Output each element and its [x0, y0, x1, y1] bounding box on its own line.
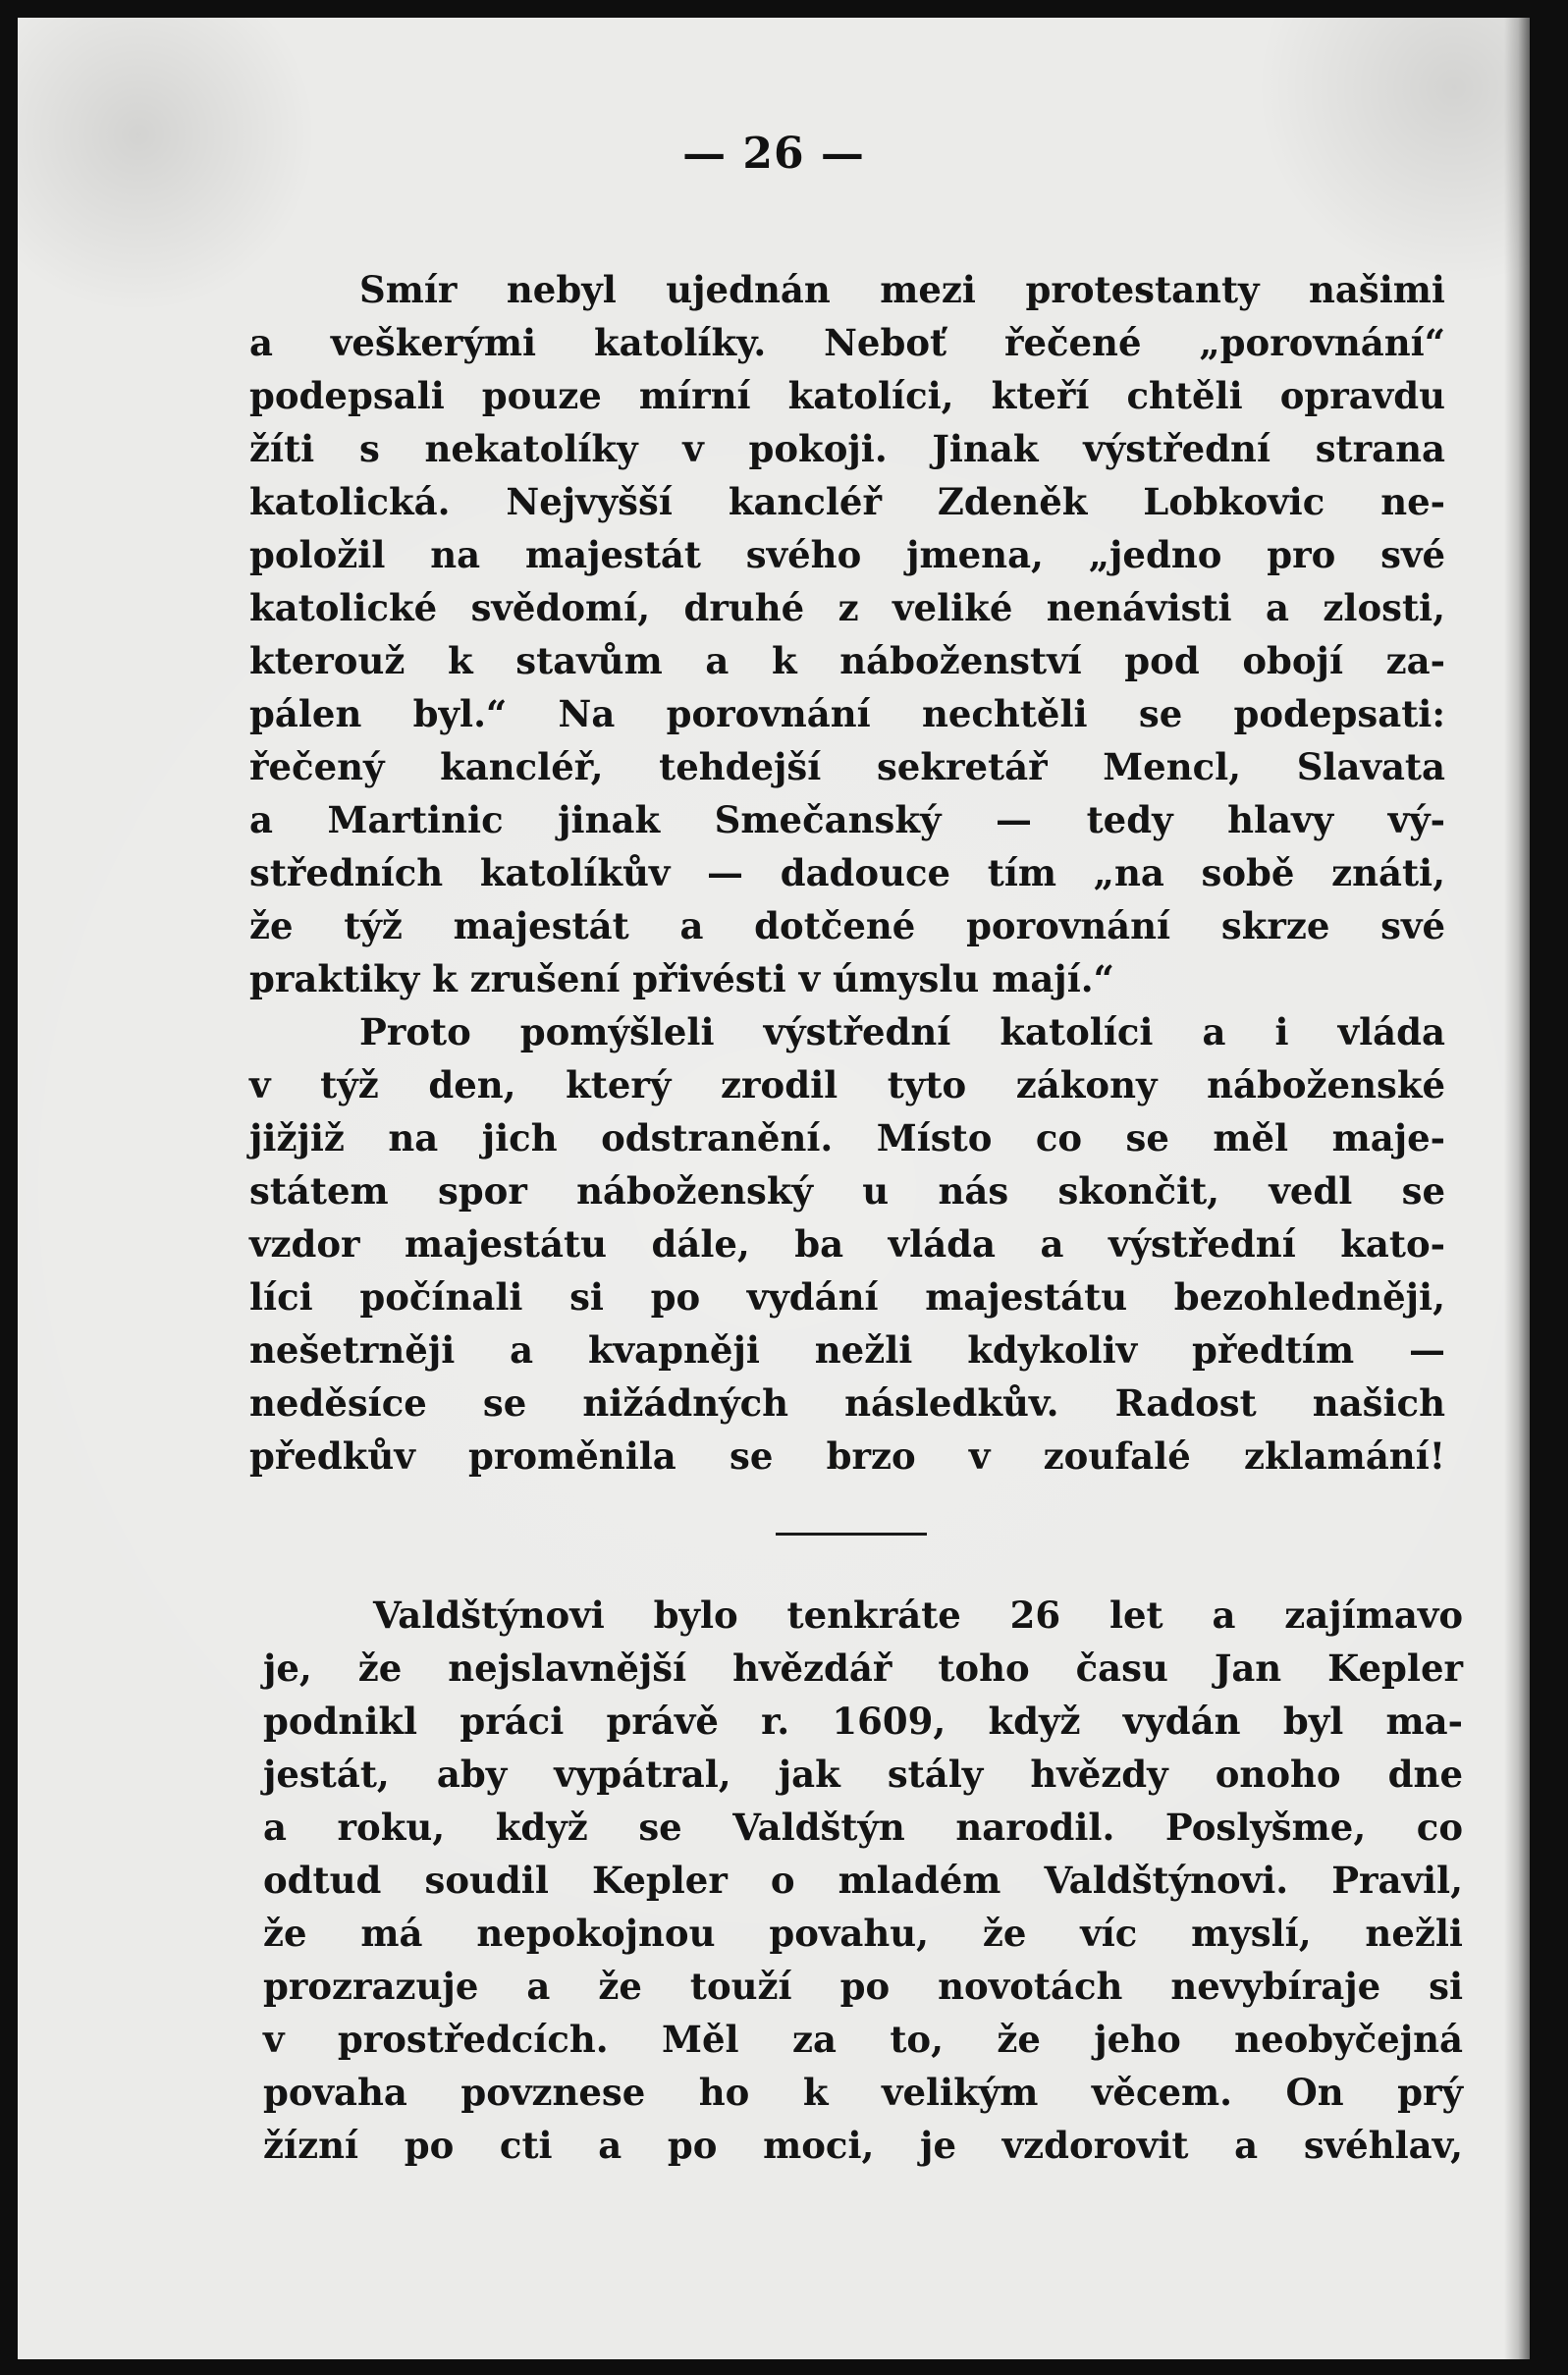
book-page [18, 18, 1530, 2359]
text-line: kterouž k stavům a k náboženství pod obojí za- [249, 639, 1445, 682]
page-edge-shadow [1504, 18, 1530, 2359]
footnote-separator [776, 1533, 927, 1536]
paragraph-2 [249, 1005, 1445, 1483]
text-line: praktiky k zrušení přivésti v úmyslu mají.“ [249, 957, 1114, 1000]
text-line: Proto pomýšleli výstřední katolíci a i vláda [359, 1010, 1445, 1053]
text-line: řečený kancléř, tehdejší sekretář Mencl, Slavata [249, 745, 1445, 788]
text-line: žíti s nekatolíky v pokoji. Jinak výstřední strana [249, 427, 1445, 470]
text-line: líci počínali si po vydání majestátu bezohledněji, [249, 1275, 1445, 1319]
footnote [263, 1589, 1463, 2172]
footnote-line: podnikl práci právě r. 1609, když vydán byl ma- [263, 1700, 1463, 1743]
text-line: Smír nebyl ujednán mezi protestanty našimi [359, 268, 1445, 311]
text-line: nešetrněji a kvapněji nežli kdykoliv předtím — [249, 1328, 1445, 1372]
text-line: katolická. Nejvyšší kancléř Zdeněk Lobkovic ne- [249, 480, 1445, 523]
footnote-line: Valdštýnovi bylo tenkráte 26 let a zajímavo [373, 1593, 1463, 1637]
text-line: že týž majestát a dotčené porovnání skrze své [249, 904, 1445, 947]
text-line: vzdor majestátu dále, ba vláda a výstřední kato- [249, 1222, 1445, 1266]
text-line: podepsali pouze mírní katolíci, kteří chtěli opravdu [249, 374, 1445, 417]
page-number: — 26 — [682, 129, 865, 179]
text-line: položil na majestát svého jmena, „jedno pro své [249, 533, 1445, 576]
footnote-line: odtud soudil Kepler o mladém Valdštýnovi. Pravil, [263, 1859, 1463, 1902]
text-line: předkův proměnila se brzo v zoufalé zklamání! [249, 1434, 1445, 1478]
text-line: středních katolíkův — dadouce tím „na sobě znáti, [249, 851, 1445, 894]
paragraph-1 [249, 263, 1445, 1005]
footnote-line: jestát, aby vypátral, jak stály hvězdy onoho dne [263, 1753, 1463, 1796]
main-text [249, 263, 1445, 1483]
text-line: jižjiž na jich odstranění. Místo co se měl maje- [249, 1116, 1445, 1160]
text-line: a veškerými katolíky. Neboť řečené „porovnání“ [249, 321, 1445, 364]
text-line: pálen byl.“ Na porovnání nechtěli se podepsati: [249, 692, 1445, 735]
footnote-line: v prostředcích. Měl za to, že jeho neobyčejná [263, 2018, 1463, 2061]
text-line: státem spor náboženský u nás skončit, vedl se [249, 1169, 1445, 1213]
text-line: neděsíce se nižádných následkův. Radost našich [249, 1381, 1445, 1425]
footnote-line: žízní po cti a po moci, je vzdorovit a svéhlav, [263, 2124, 1463, 2167]
footnote-line: že má nepokojnou povahu, že víc myslí, nežli [263, 1912, 1463, 1955]
footnote-line: je, že nejslavnější hvězdář toho času Jan Kepler [263, 1646, 1463, 1690]
text-line: katolické svědomí, druhé z veliké nenávisti a zlosti, [249, 586, 1445, 629]
footnote-line: povaha povznese ho k velikým věcem. On prý [263, 2071, 1463, 2114]
footnote-line: a roku, když se Valdštýn narodil. Poslyšme, co [263, 1806, 1463, 1849]
text-line: a Martinic jinak Smečanský — tedy hlavy vý- [249, 798, 1445, 841]
footnote-line: prozrazuje a že touží po novotách nevybíraje si [263, 1965, 1463, 2008]
text-line: v týž den, který zrodil tyto zákony náboženské [249, 1063, 1445, 1107]
